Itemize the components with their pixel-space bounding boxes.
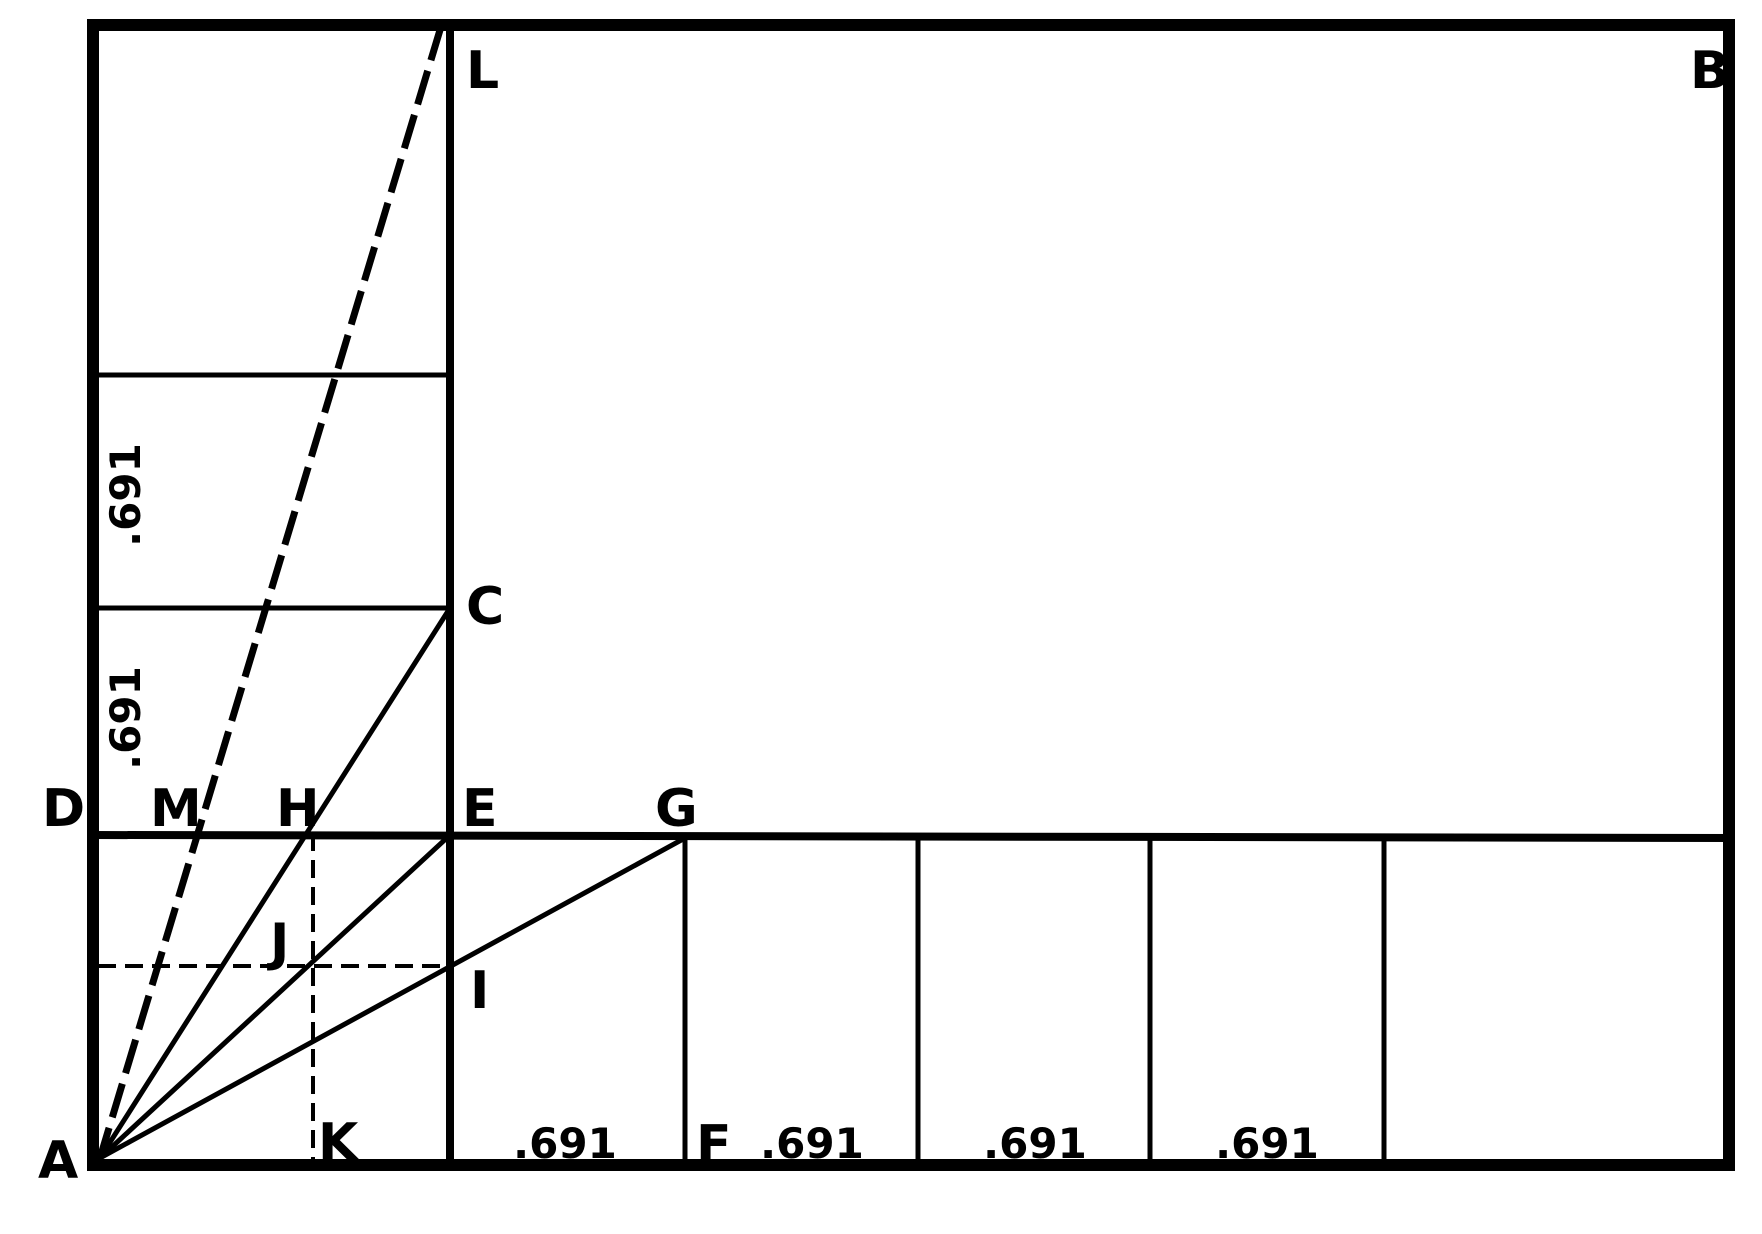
label-point-c: C (466, 577, 505, 637)
measure-side-lower: .691 (101, 666, 150, 770)
label-point-j: J (270, 913, 290, 973)
measure-bottom-1: .691 (513, 1119, 617, 1168)
measure-bottom-4: .691 (1215, 1119, 1319, 1168)
label-point-b: B (1690, 41, 1730, 101)
label-point-a: A (38, 1131, 79, 1191)
label-point-e: E (462, 779, 498, 839)
label-point-m: M (150, 779, 202, 839)
label-point-l: L (466, 41, 500, 101)
horizontal-line-deg (93, 835, 1729, 838)
dashed-diagonal-a-l (100, 30, 440, 1158)
label-point-i: I (470, 961, 490, 1021)
label-point-g: G (655, 779, 698, 839)
label-point-h: H (276, 779, 320, 839)
outer-rectangle (93, 25, 1729, 1165)
label-point-d: D (42, 779, 86, 839)
measure-side-upper: .691 (101, 443, 150, 547)
measure-bottom-3: .691 (983, 1119, 1087, 1168)
label-point-f: F (696, 1115, 732, 1175)
label-point-k: K (318, 1113, 359, 1173)
measure-bottom-2: .691 (760, 1119, 864, 1168)
